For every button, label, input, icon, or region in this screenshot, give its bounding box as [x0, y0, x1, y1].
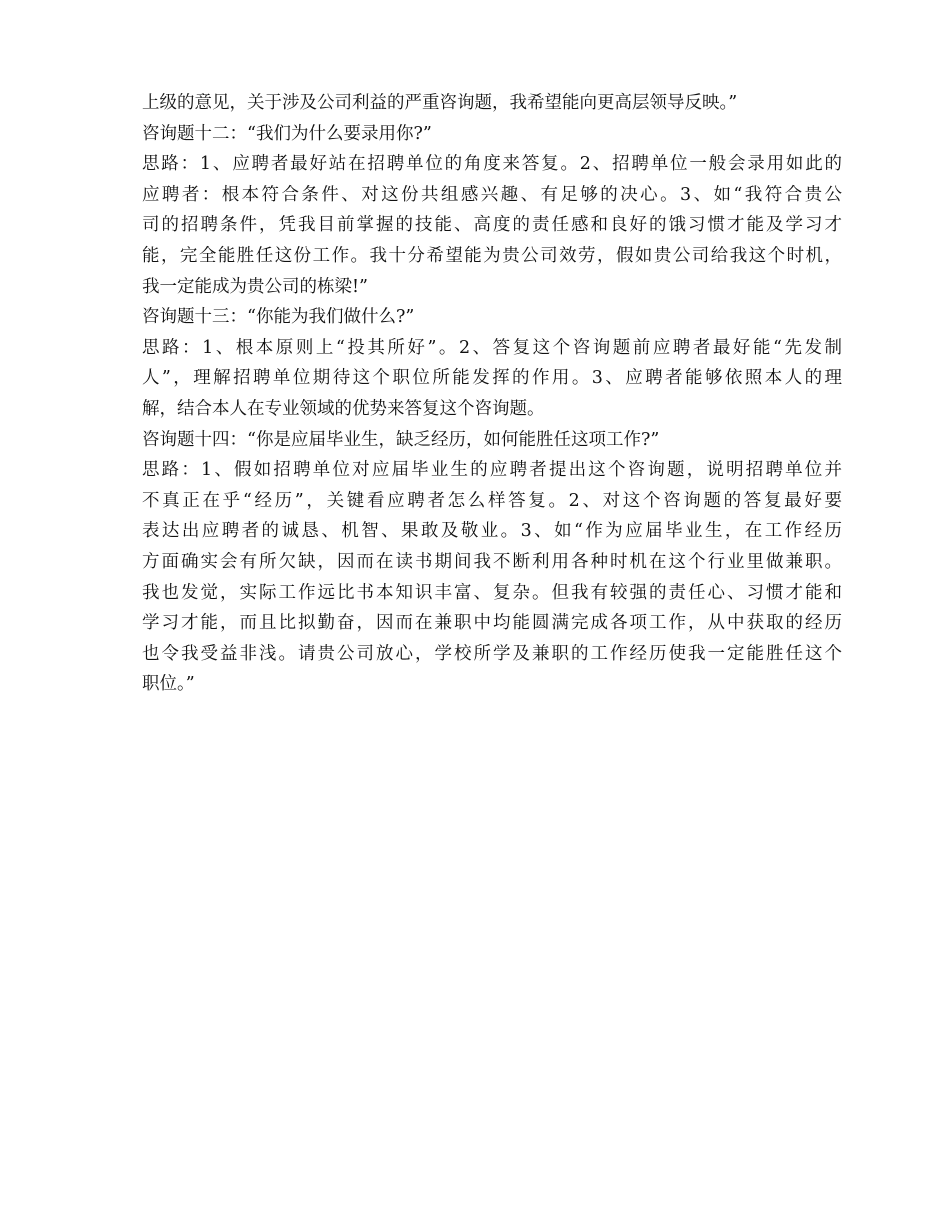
- text-line: 思路：1、根本原则上“投其所好”。2、答复这个咨询题前应聘者最好能“先发制: [142, 337, 842, 358]
- text-line: 方面确实会有所欠缺，因而在读书期间我不断利用各种时机在这个行业里做兼职。: [142, 551, 842, 572]
- question-heading: 咨询题十二：“我们为什么要录用你?”: [142, 123, 432, 144]
- text-line: 能，完全能胜任这份工作。我十分希望能为贵公司效劳，假如贵公司给我这个时机，: [142, 245, 842, 266]
- text-line: 我一定能成为贵公司的栋梁!”: [142, 276, 368, 297]
- text-line: 不真正在乎“经历”，关键看应聘者怎么样答复。2、对这个咨询题的答复最好要: [142, 490, 842, 511]
- text-line: 上级的意见，关于涉及公司利益的严重咨询题，我希望能向更高层领导反映。”: [142, 93, 738, 113]
- text-line: 思路：1、假如招聘单位对应届毕业生的应聘者提出这个咨询题，说明招聘单位并: [142, 460, 842, 481]
- text-line: 我也发觉，实际工作远比书本知识丰富、复杂。但我有较强的责任心、习惯才能和: [142, 582, 842, 603]
- text-line: 也令我受益非浅。请贵公司放心，学校所学及兼职的工作经历使我一定能胜任这个: [142, 643, 842, 664]
- question-heading: 咨询题十三：“你能为我们做什么?”: [142, 307, 415, 328]
- text-line: 应聘者：根本符合条件、对这份共组感兴趣、有足够的决心。3、如“我符合贵公: [142, 184, 842, 205]
- text-line: 司的招聘条件，凭我目前掌握的技能、高度的责任感和良好的饿习惯才能及学习才: [142, 215, 842, 236]
- question-heading: 咨询题十四：“你是应届毕业生，缺乏经历，如何能胜任这项工作?”: [142, 429, 660, 450]
- text-line: 解，结合本人在专业领域的优势来答复这个咨询题。: [142, 398, 545, 419]
- text-line: 人”，理解招聘单位期待这个职位所能发挥的作用。3、应聘者能够依照本人的理: [142, 368, 842, 389]
- text-line: 思路：1、应聘者最好站在招聘单位的角度来答复。2、招聘单位一般会录用如此的: [142, 154, 842, 175]
- text-line: 职位。”: [142, 674, 195, 695]
- text-line: 表达出应聘者的诚恳、机智、果敢及敬业。3、如“作为应届毕业生，在工作经历: [142, 521, 842, 542]
- document-body: [142, 88, 842, 700]
- text-line: 学习才能，而且比拟勤奋，因而在兼职中均能圆满完成各项工作，从中获取的经历: [142, 613, 842, 634]
